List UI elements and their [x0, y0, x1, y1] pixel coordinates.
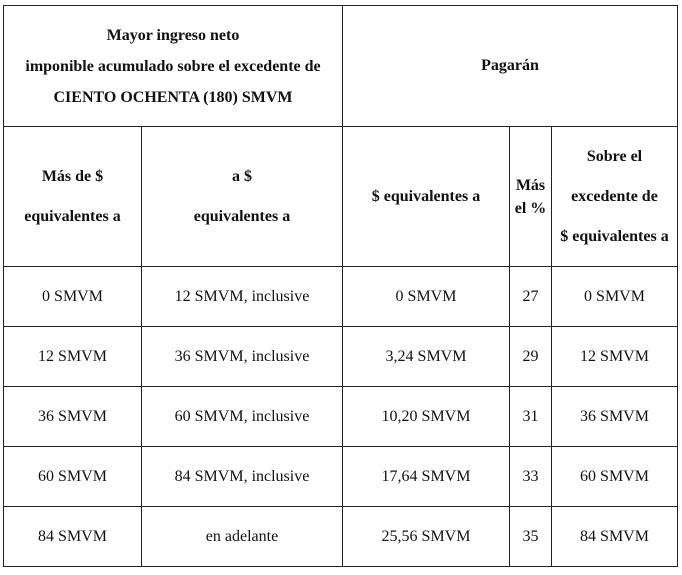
header-sobre-line-3: $ equivalentes a	[560, 227, 669, 245]
cell-equivalentes: 17,64 SMVM	[343, 447, 510, 507]
cell-a: 84 SMVM, inclusive	[142, 447, 343, 507]
header-pagaran-text: Pagarán	[481, 57, 539, 74]
header-income-line-3: CIENTO OCHENTA (180) SMVM	[53, 88, 293, 106]
cell-a: 60 SMVM, inclusive	[142, 387, 343, 447]
header-mas-pct	[510, 127, 552, 267]
table-row	[4, 267, 678, 327]
header-income-line-2: imponible acumulado sobre el excedente de	[25, 57, 321, 75]
header-mas-de-line-1: Más de $	[41, 167, 104, 185]
cell-mas-de: 84 SMVM	[4, 507, 142, 567]
cell-mas-de: 36 SMVM	[4, 387, 142, 447]
header-row-sub	[4, 127, 678, 267]
cell-pct: 35	[510, 507, 552, 567]
cell-equivalentes: 25,56 SMVM	[343, 507, 510, 567]
header-mas-de-line-2: equivalentes a	[24, 207, 121, 225]
cell-mas-de: 60 SMVM	[4, 447, 142, 507]
cell-sobre: 60 SMVM	[552, 447, 678, 507]
header-row-main	[4, 6, 678, 127]
table-row	[4, 507, 678, 567]
header-sobre-line-1: Sobre el	[586, 147, 643, 165]
header-equivalentes	[343, 127, 510, 267]
header-sobre-line-2: excedente de	[571, 187, 658, 205]
cell-a: 12 SMVM, inclusive	[142, 267, 343, 327]
cell-sobre: 12 SMVM	[552, 327, 678, 387]
cell-sobre: 84 SMVM	[552, 507, 678, 567]
header-income-line-1: Mayor ingreso neto	[106, 26, 240, 44]
header-pagaran	[343, 6, 678, 127]
header-sobre-excedente	[552, 127, 678, 267]
cell-equivalentes: 3,24 SMVM	[343, 327, 510, 387]
cell-a: 36 SMVM, inclusive	[142, 327, 343, 387]
header-income-range	[4, 6, 343, 127]
header-a	[142, 127, 343, 267]
cell-pct: 33	[510, 447, 552, 507]
table-row	[4, 387, 678, 447]
cell-sobre: 0 SMVM	[552, 267, 678, 327]
header-a-line-1: a $	[232, 167, 252, 185]
cell-pct: 27	[510, 267, 552, 327]
tax-bracket-table	[3, 5, 678, 567]
table-row	[4, 327, 678, 387]
header-mas-de	[4, 127, 142, 267]
cell-pct: 31	[510, 387, 552, 447]
header-a-line-2: equivalentes a	[193, 207, 291, 225]
cell-a: en adelante	[142, 507, 343, 567]
header-mas-pct-line-1: Más	[515, 176, 546, 194]
header-equivalentes-text: $ equivalentes a	[371, 187, 481, 205]
cell-mas-de: 12 SMVM	[4, 327, 142, 387]
cell-mas-de: 0 SMVM	[4, 267, 142, 327]
cell-equivalentes: 10,20 SMVM	[343, 387, 510, 447]
cell-equivalentes: 0 SMVM	[343, 267, 510, 327]
cell-sobre: 36 SMVM	[552, 387, 678, 447]
header-mas-pct-line-2: el %	[514, 199, 547, 217]
cell-pct: 29	[510, 327, 552, 387]
table-row	[4, 447, 678, 507]
